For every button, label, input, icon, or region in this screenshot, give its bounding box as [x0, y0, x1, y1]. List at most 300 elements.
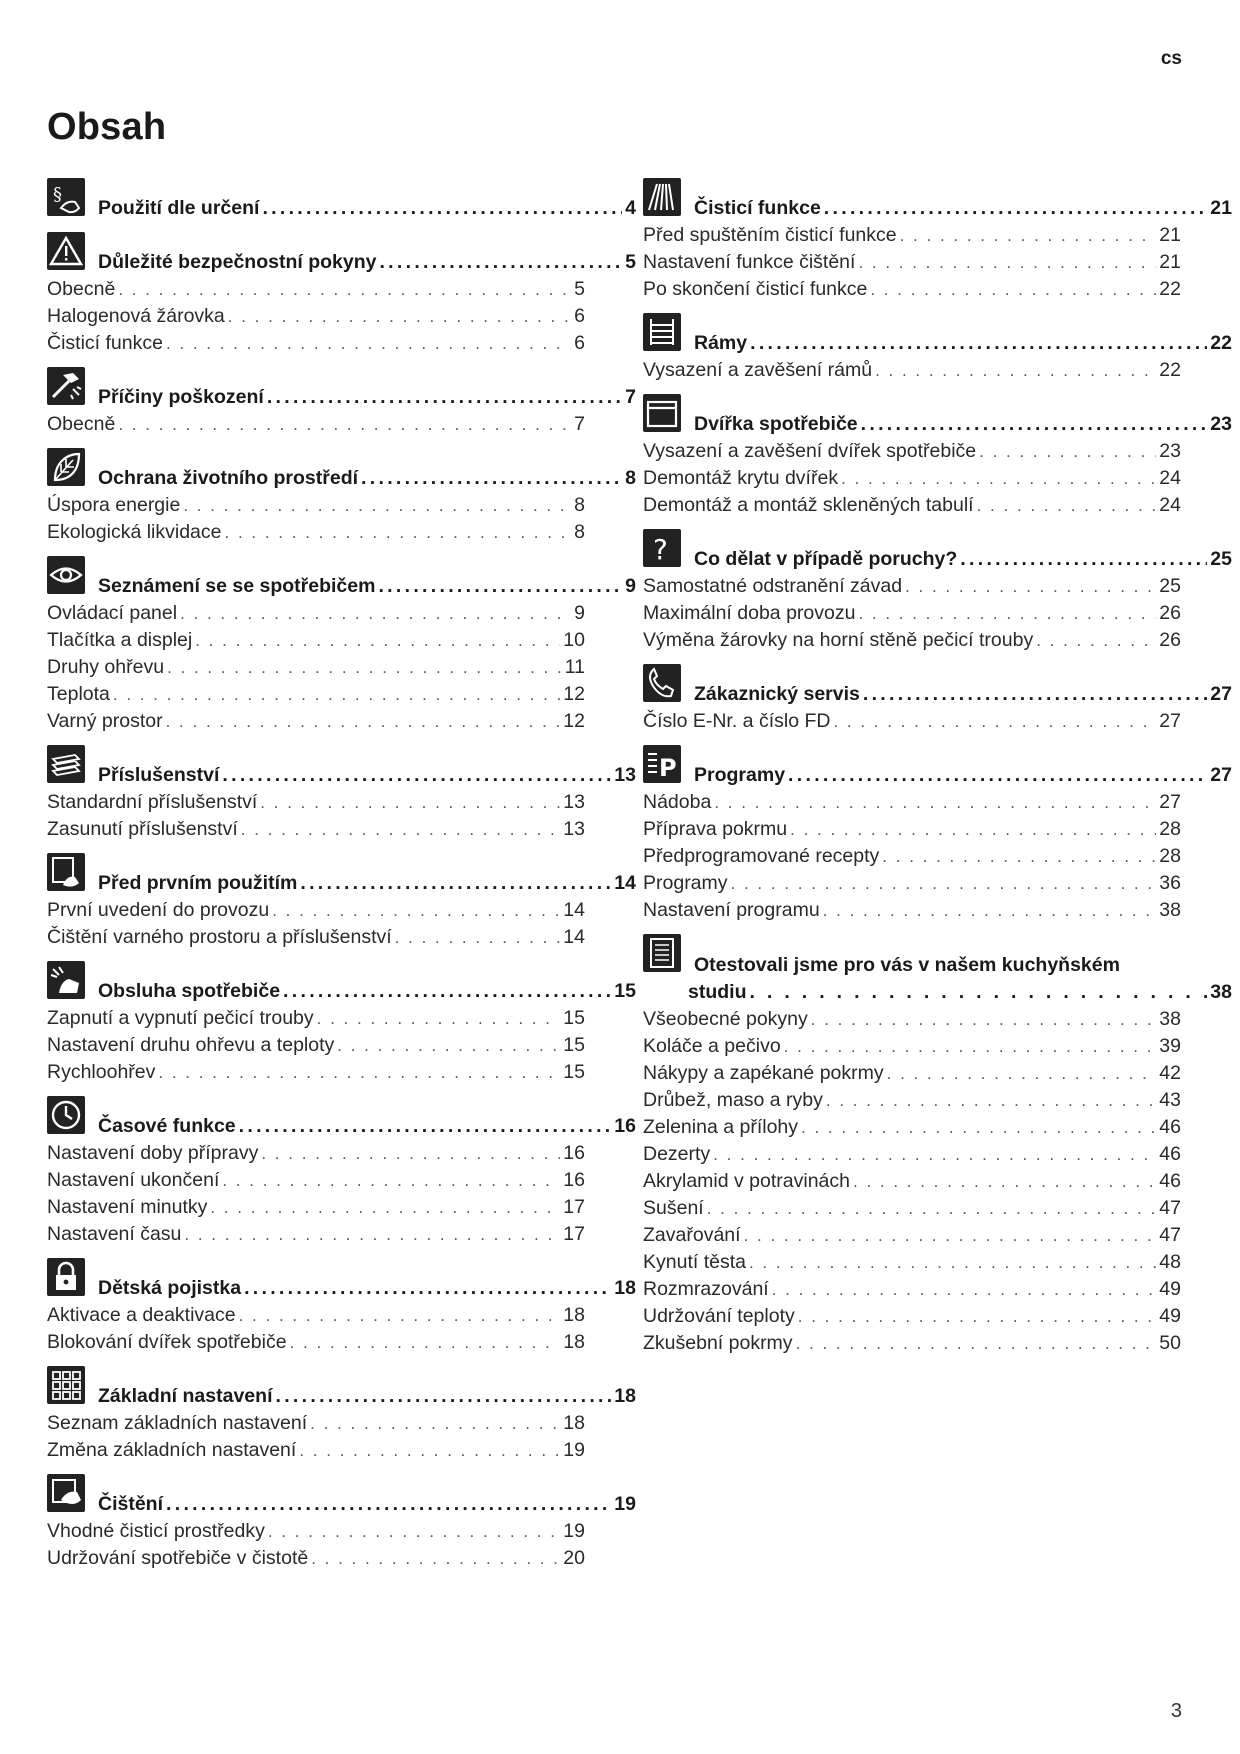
toc-entry[interactable]	[47, 1410, 585, 1437]
entry-text: Kynutí těsta	[643, 1251, 746, 1273]
toc-section-heading[interactable]	[47, 1382, 636, 1410]
entry-page-number: 25	[1159, 575, 1181, 597]
svg-text:§: §	[53, 184, 62, 205]
entry-page-number: 13	[563, 791, 585, 813]
toc-entry[interactable]	[643, 438, 1181, 465]
toc-section	[47, 1258, 636, 1356]
toc-entry[interactable]	[643, 1087, 1181, 1114]
dot-leader	[853, 1168, 1156, 1195]
dot-leader	[870, 276, 1156, 303]
eye-icon	[47, 556, 85, 594]
dot-leader	[167, 654, 562, 681]
toc-entry[interactable]	[643, 249, 1181, 276]
toc-section-heading[interactable]	[47, 1112, 636, 1140]
heading-line-1: Otestovali jsme pro vás v našem kuchyňském	[694, 954, 1120, 976]
entry-page-number: 13	[563, 818, 585, 840]
toc-section-heading[interactable]	[47, 383, 636, 411]
entry-page-number: 23	[1159, 440, 1181, 462]
entry-page-number: 17	[563, 1223, 585, 1245]
toc-entry[interactable]	[643, 1249, 1181, 1276]
page-title: Obsah	[47, 106, 167, 148]
toc-section-header	[47, 556, 636, 600]
entry-page-number: 27	[1159, 791, 1181, 813]
dot-leader	[841, 465, 1156, 492]
toc-entry[interactable]	[643, 222, 1181, 249]
dot-leader	[875, 357, 1156, 384]
toc-entry[interactable]	[47, 519, 585, 546]
dot-leader	[887, 1060, 1157, 1087]
toc-section-heading[interactable]	[643, 194, 1232, 222]
toc-section	[643, 934, 1232, 1357]
heading-page-number: 4	[625, 197, 636, 219]
heading-text: Před prvním použitím	[98, 872, 298, 894]
entry-page-number: 50	[1159, 1332, 1181, 1354]
door-icon	[643, 394, 681, 432]
entry-page-number: 6	[574, 305, 585, 327]
toc-entry[interactable]	[47, 1518, 585, 1545]
toc-section-heading[interactable]	[643, 680, 1232, 708]
dot-leader	[798, 1303, 1157, 1330]
entry-text: Ovládací panel	[47, 602, 178, 624]
toc-entry[interactable]	[643, 1303, 1181, 1330]
dot-leader	[784, 1033, 1157, 1060]
heading-page-number: 16	[614, 1115, 636, 1137]
toc-entry[interactable]	[47, 1140, 585, 1167]
toc-entry[interactable]	[643, 465, 1181, 492]
dot-leader	[772, 1276, 1157, 1303]
dot-leader	[118, 276, 571, 303]
toc-section-header	[47, 232, 636, 276]
dot-leader	[228, 303, 571, 330]
dot-leader	[260, 789, 560, 816]
toc-entry[interactable]	[47, 492, 585, 519]
dot-leader	[244, 1274, 611, 1302]
toc-section-heading[interactable]	[47, 761, 636, 789]
toc-section	[47, 961, 636, 1086]
entry-page-number: 39	[1159, 1035, 1181, 1057]
toc-entry[interactable]	[643, 1195, 1181, 1222]
dot-leader	[275, 1382, 611, 1410]
toc-section-header	[47, 1366, 636, 1410]
entry-text: Maximální doba provozu	[643, 602, 856, 624]
toc-entry[interactable]	[47, 1005, 585, 1032]
entry-text: Drůbež, maso a ryby	[643, 1089, 823, 1111]
toc-entry[interactable]	[47, 924, 585, 951]
toc-entry[interactable]	[643, 1060, 1181, 1087]
entry-text: Demontáž krytu dvířek	[643, 467, 839, 489]
entry-page-number: 16	[563, 1169, 585, 1191]
toc-section-header	[643, 664, 1232, 708]
entry-text: Nastavení minutky	[47, 1196, 208, 1218]
entry-page-number: 14	[563, 899, 585, 921]
dot-leader	[801, 1114, 1156, 1141]
toc-section-heading[interactable]	[643, 761, 1232, 789]
toc-section-header	[643, 529, 1232, 573]
toc-entry[interactable]	[643, 1114, 1181, 1141]
toc-section-heading[interactable]	[47, 248, 636, 276]
dot-leader	[713, 1141, 1156, 1168]
heading-text: Časové funkce	[98, 1115, 236, 1137]
toc-entry[interactable]	[47, 1302, 585, 1329]
heading-text: Důležité bezpečnostní pokyny	[98, 251, 377, 273]
dot-leader	[833, 708, 1156, 735]
toc-entry[interactable]	[643, 1222, 1181, 1249]
toc-entry[interactable]	[47, 1059, 585, 1086]
entry-text: Nastavení času	[47, 1223, 182, 1245]
phone-icon	[643, 664, 681, 702]
entry-page-number: 46	[1159, 1143, 1181, 1165]
heading-text: Použití dle určení	[98, 197, 260, 219]
toc-section-header	[643, 394, 1232, 438]
dot-leader	[311, 1545, 560, 1572]
toc-section	[47, 448, 636, 546]
toc-entry[interactable]	[47, 1167, 585, 1194]
dot-leader	[395, 924, 561, 951]
dot-leader	[158, 1059, 560, 1086]
dot-leader	[905, 573, 1156, 600]
heading-page-number: 25	[1210, 548, 1232, 570]
entry-page-number: 20	[563, 1547, 585, 1569]
toc-left-column	[47, 178, 636, 1582]
dot-leader	[180, 600, 571, 627]
heading-page-number: 13	[614, 764, 636, 786]
heading-page-number: 27	[1210, 683, 1232, 705]
language-code: cs	[1160, 48, 1182, 69]
entry-page-number: 8	[574, 521, 585, 543]
entry-page-number: 18	[563, 1304, 585, 1326]
toc-entry[interactable]	[47, 897, 585, 924]
entry-page-number: 46	[1159, 1116, 1181, 1138]
entry-text: První uvedení do provozu	[47, 899, 270, 921]
entry-text: Teplota	[47, 683, 110, 705]
entry-page-number: 27	[1159, 710, 1181, 732]
entry-page-number: 9	[574, 602, 585, 624]
toc-entry[interactable]	[643, 1276, 1181, 1303]
entry-text: Předprogramované recepty	[643, 845, 880, 867]
entry-text: Příprava pokrmu	[643, 818, 788, 840]
entry-text: Blokování dvířek spotřebiče	[47, 1331, 287, 1353]
first-use-icon	[47, 853, 85, 891]
heading-page-number: 23	[1210, 413, 1232, 435]
dot-leader	[113, 681, 560, 708]
dot-leader	[863, 680, 1207, 708]
heading-page-number: 27	[1210, 764, 1232, 786]
entry-page-number: 12	[563, 683, 585, 705]
dot-leader	[824, 194, 1208, 222]
entry-text: Čištění varného prostoru a příslušenství	[47, 926, 392, 948]
dot-leader	[195, 627, 560, 654]
toc-entry[interactable]	[47, 789, 585, 816]
entry-page-number: 6	[574, 332, 585, 354]
heading-text: Co dělat v případě poruchy?	[694, 548, 958, 570]
entry-page-number: 26	[1159, 602, 1181, 624]
heading-text: Čisticí funkce	[694, 197, 821, 219]
entry-page-number: 38	[1159, 1008, 1181, 1030]
entry-page-number: 47	[1159, 1224, 1181, 1246]
toc-section-header	[47, 448, 636, 492]
dot-leader	[714, 789, 1156, 816]
toc-entry[interactable]	[643, 1141, 1181, 1168]
heading-text: Seznámení se se spotřebičem	[98, 575, 376, 597]
dot-leader	[337, 1032, 560, 1059]
dot-leader	[900, 222, 1157, 249]
toc-entry[interactable]	[643, 600, 1181, 627]
toc-entry[interactable]	[643, 1330, 1181, 1357]
dot-leader	[184, 1221, 560, 1248]
entry-text: Varný prostor	[47, 710, 163, 732]
heading-page-number: 7	[625, 386, 636, 408]
dot-leader	[317, 1005, 561, 1032]
heading-text: Programy	[694, 764, 786, 786]
toc-entry[interactable]	[643, 627, 1181, 654]
toc-entry[interactable]	[643, 492, 1181, 519]
entry-page-number: 24	[1159, 467, 1181, 489]
svg-text:?: ?	[653, 533, 668, 566]
intended-use-icon	[47, 178, 85, 216]
heading-text: Základní nastavení	[98, 1385, 273, 1407]
entry-page-number: 15	[563, 1007, 585, 1029]
accessories-icon	[47, 745, 85, 783]
dot-leader	[790, 816, 1156, 843]
entry-page-number: 14	[563, 926, 585, 948]
dot-leader	[118, 411, 571, 438]
toc-section-header	[47, 745, 636, 789]
dot-leader	[310, 1410, 560, 1437]
entry-text: Nádoba	[643, 791, 712, 813]
entry-page-number: 17	[563, 1196, 585, 1218]
entry-text: Tlačítka a displej	[47, 629, 193, 651]
toc-section-heading[interactable]	[643, 942, 1232, 1006]
toc-section-heading[interactable]	[47, 1490, 636, 1518]
dot-leader	[239, 1302, 561, 1329]
toc-section-header	[47, 178, 636, 222]
entry-page-number: 19	[563, 1520, 585, 1542]
entry-page-number: 15	[563, 1034, 585, 1056]
heading-line-2: studiu	[688, 981, 747, 1003]
dot-leader	[750, 979, 1208, 1006]
toc-entry[interactable]	[47, 654, 585, 681]
entry-page-number: 16	[563, 1142, 585, 1164]
dot-leader	[183, 492, 571, 519]
toc-section-header	[643, 313, 1232, 357]
toc-entry[interactable]	[643, 708, 1181, 735]
svg-text:P: P	[659, 754, 677, 782]
toc-entry[interactable]	[47, 276, 585, 303]
entry-page-number: 43	[1159, 1089, 1181, 1111]
lock-icon	[47, 1258, 85, 1296]
toc-section	[643, 394, 1232, 519]
toc-section	[47, 1096, 636, 1248]
entry-text: Udržování teploty	[643, 1305, 795, 1327]
entry-text: Vhodné čisticí prostředky	[47, 1520, 265, 1542]
toc-section-heading[interactable]	[47, 572, 636, 600]
dot-leader	[222, 761, 611, 789]
dot-leader	[823, 897, 1157, 924]
toc-entry[interactable]	[643, 276, 1181, 303]
toc-section-heading[interactable]	[47, 464, 636, 492]
dot-leader	[979, 438, 1156, 465]
dot-leader	[361, 464, 622, 492]
heading-text: Příslušenství	[98, 764, 220, 786]
toc-section-heading[interactable]	[47, 869, 636, 897]
entry-page-number: 11	[564, 656, 585, 678]
toc-entry[interactable]	[47, 303, 585, 330]
dot-leader	[1036, 627, 1156, 654]
entry-page-number: 48	[1159, 1251, 1181, 1273]
page-number: 3	[1170, 1700, 1182, 1722]
toc-section-heading[interactable]	[643, 410, 1232, 438]
entry-page-number: 18	[563, 1412, 585, 1434]
toc-section	[47, 556, 636, 735]
entry-text: Demontáž a montáž skleněných tabulí	[643, 494, 974, 516]
toc-section	[643, 313, 1232, 384]
toc-section-heading[interactable]	[643, 545, 1232, 573]
entry-text: Druhy ohřevu	[47, 656, 165, 678]
toc-entry[interactable]	[47, 1221, 585, 1248]
entry-text: Samostatné odstranění závad	[643, 575, 903, 597]
entry-page-number: 46	[1159, 1170, 1181, 1192]
toc-right-column	[643, 178, 1232, 1367]
entry-text: Zavařování	[643, 1224, 741, 1246]
toc-section	[643, 529, 1232, 654]
entry-text: Sušení	[643, 1197, 704, 1219]
toc-entry[interactable]	[47, 1194, 585, 1221]
toc-section	[47, 1474, 636, 1572]
toc-entry[interactable]	[47, 330, 585, 357]
entry-page-number: 7	[574, 413, 585, 435]
toc-entry[interactable]	[643, 1168, 1181, 1195]
entry-text: Vysazení a zavěšení rámů	[643, 359, 873, 381]
toc-entry[interactable]	[47, 627, 585, 654]
heading-page-number: 22	[1210, 332, 1232, 354]
toc-entry[interactable]	[643, 897, 1181, 924]
toc-section-header	[47, 961, 636, 1005]
toc-entry[interactable]	[643, 357, 1181, 384]
dot-leader	[261, 1140, 560, 1167]
toc-section-header	[643, 934, 1232, 1006]
clock-icon	[47, 1096, 85, 1134]
heading-page-number: 8	[625, 467, 636, 489]
heading-page-number: 21	[1210, 197, 1232, 219]
dot-leader	[379, 248, 622, 276]
toc-entry[interactable]	[643, 789, 1181, 816]
toc-entry[interactable]	[643, 1006, 1181, 1033]
toc-section-header	[643, 178, 1232, 222]
toc-entry[interactable]	[47, 411, 585, 438]
heading-page-number: 38	[1210, 981, 1232, 1003]
entry-page-number: 42	[1159, 1062, 1181, 1084]
dot-leader	[225, 519, 572, 546]
entry-page-number: 22	[1159, 359, 1181, 381]
toc-entry[interactable]	[643, 870, 1181, 897]
entry-page-number: 22	[1159, 278, 1181, 300]
dot-leader	[796, 1330, 1157, 1357]
entry-text: Koláče a pečivo	[643, 1035, 781, 1057]
toc-section-header	[643, 745, 1232, 789]
toc-entry[interactable]	[47, 1545, 585, 1572]
operation-hand-icon	[47, 961, 85, 999]
toc-section-heading[interactable]	[47, 977, 636, 1005]
leaf-icon	[47, 448, 85, 486]
entry-text: Standardní příslušenství	[47, 791, 258, 813]
toc-section-header	[47, 1258, 636, 1302]
toc-entry[interactable]	[47, 1437, 585, 1464]
toc-entry[interactable]	[47, 1032, 585, 1059]
toc-entry[interactable]	[643, 1033, 1181, 1060]
entry-text: Halogenová žárovka	[47, 305, 225, 327]
entry-page-number: 24	[1159, 494, 1181, 516]
toc-section	[643, 178, 1232, 303]
entry-text: Úspora energie	[47, 494, 181, 516]
dot-leader	[268, 1518, 560, 1545]
entry-text: Obecně	[47, 413, 116, 435]
heading-page-number: 18	[614, 1277, 636, 1299]
toc-entry[interactable]	[47, 816, 585, 843]
toc-section-heading[interactable]	[643, 329, 1232, 357]
cleaning-function-icon	[643, 178, 681, 216]
entry-text: Zasunutí příslušenství	[47, 818, 238, 840]
toc-section	[643, 745, 1232, 924]
toc-section	[47, 745, 636, 843]
dot-leader	[272, 897, 560, 924]
dot-leader	[239, 1112, 612, 1140]
toc-entry[interactable]	[47, 681, 585, 708]
toc-entry[interactable]	[47, 708, 585, 735]
toc-section-heading[interactable]	[47, 194, 636, 222]
dot-leader	[858, 249, 1156, 276]
cleaning-cloth-icon	[47, 1474, 85, 1512]
dot-leader	[222, 1167, 560, 1194]
toc-section-heading[interactable]	[47, 1274, 636, 1302]
entry-text: Čisticí funkce	[47, 332, 163, 354]
entry-text: Programy	[643, 872, 728, 894]
toc-entry[interactable]	[643, 843, 1181, 870]
entry-page-number: 49	[1159, 1305, 1181, 1327]
entry-page-number: 5	[574, 278, 585, 300]
toc-entry[interactable]	[643, 816, 1181, 843]
dot-leader	[262, 194, 622, 222]
heading-text: Dvířka spotřebiče	[694, 413, 858, 435]
entry-text: Číslo E-Nr. a číslo FD	[643, 710, 831, 732]
entry-text: Obecně	[47, 278, 116, 300]
entry-text: Ekologická likvidace	[47, 521, 222, 543]
entry-text: Rozmrazování	[643, 1278, 769, 1300]
damage-hammer-icon	[47, 367, 85, 405]
dot-leader	[750, 329, 1207, 357]
toc-section-header	[47, 853, 636, 897]
toc-entry[interactable]	[47, 1329, 585, 1356]
entry-text: Nastavení druhu ohřevu a teploty	[47, 1034, 335, 1056]
dot-leader	[960, 545, 1207, 573]
toc-section-header	[47, 1096, 636, 1140]
dot-leader	[731, 870, 1157, 897]
entry-text: Nastavení doby přípravy	[47, 1142, 259, 1164]
entry-text: Změna základních nastavení	[47, 1439, 297, 1461]
entry-text: Po skončení čisticí funkce	[643, 278, 868, 300]
entry-page-number: 19	[563, 1439, 585, 1461]
heading-text: Ochrana životního prostředí	[98, 467, 359, 489]
heading-page-number: 15	[614, 980, 636, 1002]
entry-text: Zkušební pokrmy	[643, 1332, 793, 1354]
toc-section	[47, 178, 636, 222]
toc-entry[interactable]	[643, 573, 1181, 600]
dot-leader	[749, 1249, 1156, 1276]
entry-text: Všeobecné pokyny	[643, 1008, 808, 1030]
dot-leader	[861, 410, 1208, 438]
dot-leader	[166, 708, 561, 735]
dot-leader	[826, 1087, 1156, 1114]
toc-entry[interactable]	[47, 600, 585, 627]
